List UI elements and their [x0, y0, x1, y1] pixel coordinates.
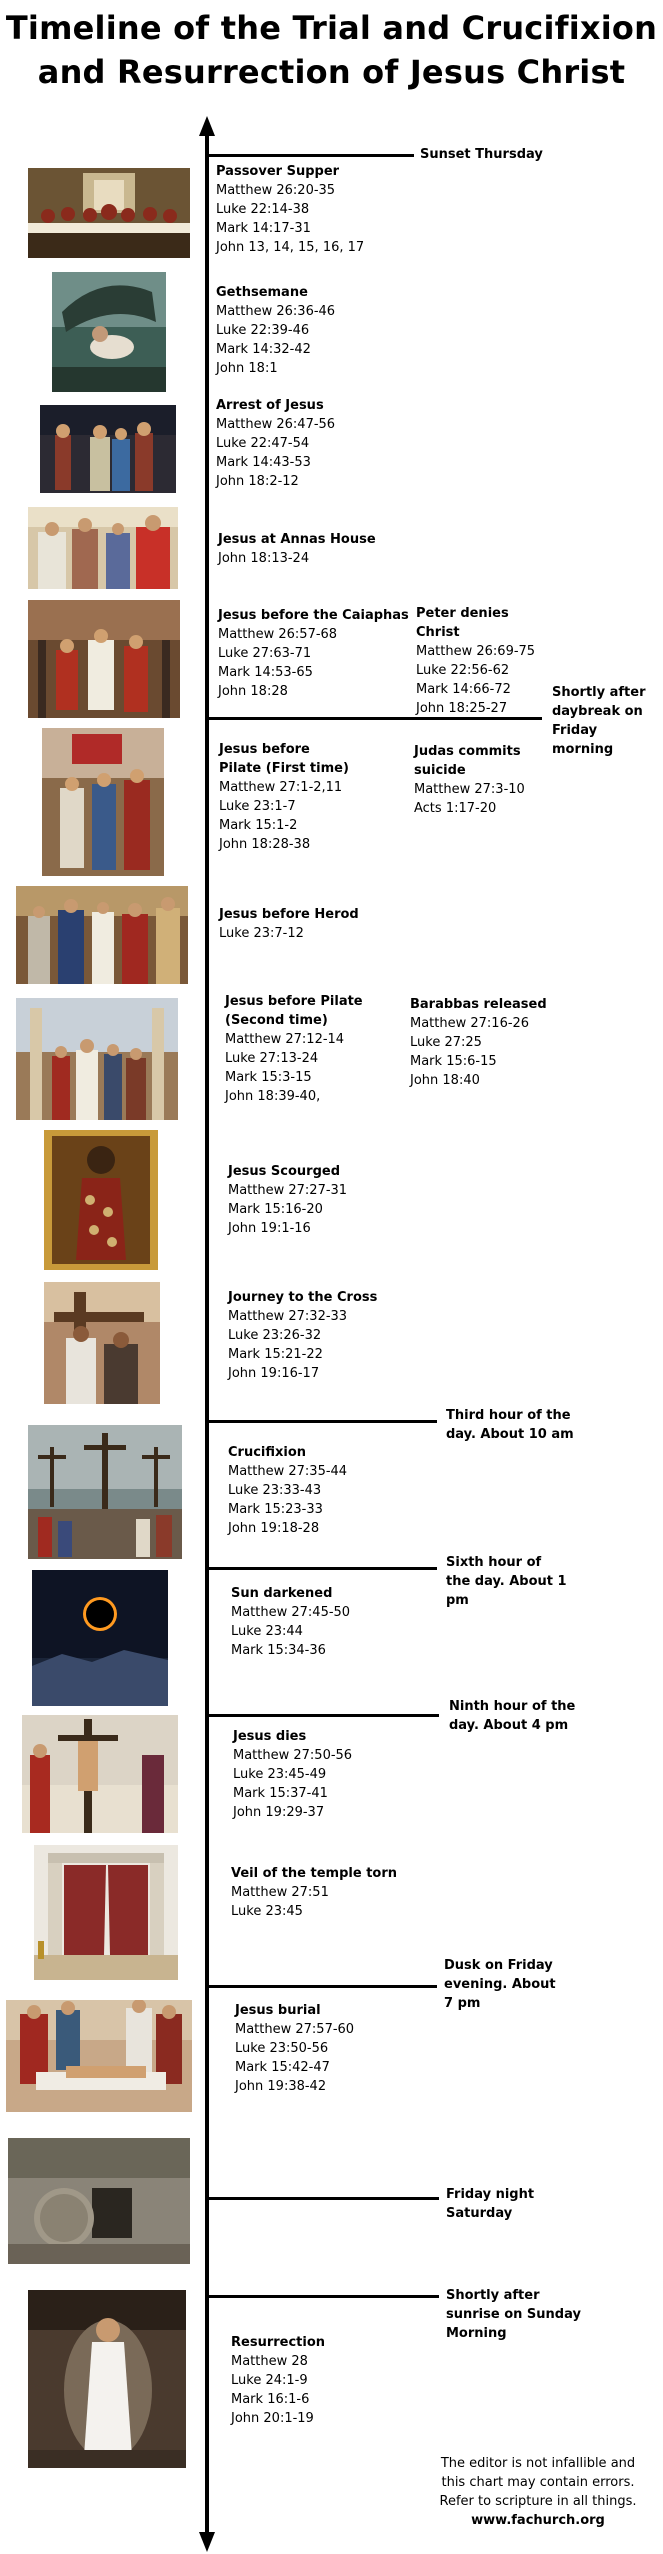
- painting-resurrection: [28, 2290, 186, 2468]
- title-line-2: and Resurrection of Jesus Christ: [37, 53, 626, 91]
- event-title: Veil of the temple torn: [231, 1866, 398, 1881]
- event-title: Jesus at Annas House: [218, 532, 376, 547]
- scripture-ref: Luke 22:56-62: [416, 663, 510, 678]
- event-burial: [235, 2001, 415, 2096]
- photo-garden-tomb: [8, 2138, 190, 2264]
- event-title: Peter denies Christ: [416, 606, 509, 640]
- time-marker-sunday-sunrise: Shortly after sunrise on Sunday Morning: [446, 2288, 581, 2341]
- scripture-ref: Mark 15:37-41: [233, 1786, 328, 1801]
- event-jesus-dies: [233, 1727, 413, 1822]
- painting-scourged: [44, 1130, 158, 1270]
- scripture-ref: Mark 15:16-20: [228, 1202, 323, 1217]
- scripture-ref: Luke 24:1-9: [231, 2373, 308, 2388]
- scripture-ref: Matthew 26:47-56: [216, 417, 336, 432]
- scripture-ref: Mark 14:53-65: [218, 665, 313, 680]
- painting-crucifixion: [28, 1425, 182, 1559]
- event-crucifixion: [228, 1443, 408, 1538]
- painting-pilate-second: [16, 998, 178, 1120]
- website-url: www.fachurch.org: [471, 2513, 605, 2528]
- scripture-ref: John 18:25-27: [416, 701, 508, 716]
- scripture-ref: Mark 15:21-22: [228, 1347, 323, 1362]
- painting-journey-cross: [44, 1282, 160, 1404]
- painting-jesus-burial: [6, 2000, 192, 2112]
- scripture-ref: Matthew 27:12-14: [225, 1032, 345, 1047]
- disclaimer-text: The editor is not infallible and this chart may contain errors. Refer to scripture in all things.: [439, 2456, 637, 2509]
- time-marker-sixth-hour: Sixth hour of the day. About 1 pm: [446, 1555, 567, 1608]
- scripture-ref: Mark 15:1-2: [219, 818, 298, 833]
- scripture-ref: Matthew 27:45-50: [231, 1605, 351, 1620]
- scripture-ref: Mark 15:34-36: [231, 1643, 326, 1658]
- scripture-ref: Matthew 27:57-60: [235, 2022, 355, 2037]
- scripture-ref: Luke 22:14-38: [216, 202, 310, 217]
- marker-line: [207, 1420, 437, 1423]
- scripture-ref: Mark 14:43-53: [216, 455, 311, 470]
- time-marker-friday-night: Friday night Saturday: [446, 2187, 535, 2221]
- scripture-ref: Matthew 26:20-35: [216, 183, 336, 198]
- scripture-ref: Mark 15:3-15: [225, 1070, 312, 1085]
- scripture-ref: Luke 27:13-24: [225, 1051, 319, 1066]
- marker-line: [207, 1985, 437, 1988]
- event-journey-cross: [228, 1288, 408, 1383]
- painting-herod: [16, 886, 188, 984]
- scripture-ref: Matthew 27:50-56: [233, 1748, 353, 1763]
- time-marker-friday-daybreak: Shortly after daybreak on Friday morning: [552, 685, 646, 757]
- event-title: Jesus before Herod: [219, 907, 359, 922]
- scripture-ref: Matthew 28: [231, 2354, 308, 2369]
- marker-line: [207, 1714, 439, 1717]
- scripture-ref: Acts 1:17-20: [414, 801, 497, 816]
- timeline-axis: [205, 132, 209, 2542]
- scripture-ref: Matthew 27:27-31: [228, 1183, 348, 1198]
- scripture-ref: Mark 14:66-72: [416, 682, 511, 697]
- event-judas-suicide: [414, 742, 574, 818]
- scripture-ref: Mark 15:42-47: [235, 2060, 330, 2075]
- event-title: Judas commits suicide: [414, 744, 521, 778]
- event-title: Gethsemane: [216, 285, 308, 300]
- painting-gethsemane: [52, 272, 166, 392]
- painting-veil-torn: [34, 1845, 178, 1980]
- scripture-ref: John 19:29-37: [233, 1805, 325, 1820]
- event-title: Sun darkened: [231, 1586, 333, 1601]
- event-title: Crucifixion: [228, 1445, 307, 1460]
- timeline-arrow-down-icon: [199, 2532, 215, 2552]
- event-title: Jesus before Pilate (First time): [219, 742, 349, 776]
- disclaimer-note: [438, 2454, 638, 2530]
- scripture-ref: John 18:2-12: [216, 474, 299, 489]
- scripture-ref: John 18:13-24: [218, 551, 310, 566]
- event-title: Jesus dies: [233, 1729, 307, 1744]
- event-title: Jesus burial: [235, 2003, 321, 2018]
- painting-annas-house: [28, 507, 178, 589]
- event-title: Jesus before Pilate (Second time): [225, 994, 363, 1028]
- painting-pilate-first: [42, 728, 164, 876]
- event-resurrection: [231, 2333, 411, 2428]
- time-marker-sunset-thursday: Sunset Thursday: [420, 147, 543, 162]
- scripture-ref: Matthew 27:1-2,11: [219, 780, 343, 795]
- scripture-ref: John 13, 14, 15, 16, 17: [216, 240, 365, 255]
- time-marker-ninth-hour: Ninth hour of the day. About 4 pm: [449, 1699, 576, 1733]
- scripture-ref: John 19:18-28: [228, 1521, 320, 1536]
- scripture-ref: John 18:40: [410, 1073, 480, 1088]
- scripture-ref: Luke 27:63-71: [218, 646, 312, 661]
- scripture-ref: Luke 23:7-12: [219, 926, 304, 941]
- painting-caiaphas: [28, 600, 180, 718]
- scripture-ref: Matthew 27:3-10: [414, 782, 525, 797]
- event-title: Barabbas released: [410, 997, 547, 1012]
- scripture-ref: John 19:1-16: [228, 1221, 311, 1236]
- scripture-ref: Luke 23:1-7: [219, 799, 296, 814]
- scripture-ref: Mark 14:32-42: [216, 342, 311, 357]
- scripture-ref: Luke 22:47-54: [216, 436, 310, 451]
- scripture-ref: Matthew 26:69-75: [416, 644, 536, 659]
- title-line-1: Timeline of the Trial and Crucifixion: [5, 9, 658, 47]
- event-veil-torn: [231, 1864, 421, 1921]
- event-arrest: [216, 396, 416, 491]
- time-marker-dusk-friday: Dusk on Friday evening. About 7 pm: [444, 1958, 556, 2011]
- scripture-ref: Matthew 27:51: [231, 1885, 329, 1900]
- scripture-ref: Mark 15:6-15: [410, 1054, 497, 1069]
- scripture-ref: Mark 15:23-33: [228, 1502, 323, 1517]
- painting-last-supper: [28, 168, 190, 258]
- scripture-ref: Matthew 26:36-46: [216, 304, 336, 319]
- scripture-ref: Matthew 27:35-44: [228, 1464, 348, 1479]
- painting-arrest: [40, 405, 176, 493]
- scripture-ref: Mark 16:1-6: [231, 2392, 310, 2407]
- scripture-ref: Luke 23:33-43: [228, 1483, 322, 1498]
- marker-line: [207, 2295, 439, 2298]
- event-title: Passover Supper: [216, 164, 340, 179]
- scripture-ref: John 18:1: [216, 361, 278, 376]
- event-pilate-first: [219, 740, 349, 854]
- scripture-ref: Luke 23:44: [231, 1624, 303, 1639]
- scripture-ref: John 19:16-17: [228, 1366, 320, 1381]
- scripture-ref: Matthew 27:16-26: [410, 1016, 530, 1031]
- event-sun-darkened: [231, 1584, 411, 1660]
- time-marker-third-hour: Third hour of the day. About 10 am: [446, 1408, 574, 1442]
- scripture-ref: Luke 23:45-49: [233, 1767, 327, 1782]
- scripture-ref: Matthew 26:57-68: [218, 627, 338, 642]
- scripture-ref: Luke 22:39-46: [216, 323, 310, 338]
- event-title: Arrest of Jesus: [216, 398, 324, 413]
- event-title: Resurrection: [231, 2335, 326, 2350]
- scripture-ref: John 20:1-19: [231, 2411, 314, 2426]
- event-pilate-second: [225, 992, 405, 1106]
- event-scourged: [228, 1162, 408, 1238]
- scripture-ref: Luke 23:50-56: [235, 2041, 329, 2056]
- scripture-ref: Matthew 27:32-33: [228, 1309, 348, 1324]
- event-herod: [219, 905, 399, 943]
- scripture-ref: John 18:39-40,: [225, 1089, 321, 1104]
- event-annas-house: [218, 530, 418, 568]
- event-title: Jesus before the Caiaphas: [218, 608, 409, 623]
- event-passover-supper: [216, 162, 416, 257]
- marker-line: [207, 154, 414, 157]
- scripture-ref: Mark 14:17-31: [216, 221, 311, 236]
- event-title: Journey to the Cross: [228, 1290, 378, 1305]
- page-title: [0, 6, 663, 94]
- scripture-ref: John 18:28-38: [219, 837, 311, 852]
- event-peter-denies: [416, 604, 556, 718]
- scripture-ref: Luke 23:45: [231, 1904, 303, 1919]
- scripture-ref: Luke 27:25: [410, 1035, 482, 1050]
- scripture-ref: John 18:28: [218, 684, 288, 699]
- event-barabbas: [410, 995, 570, 1090]
- marker-line: [207, 1567, 437, 1570]
- scripture-ref: John 19:38-42: [235, 2079, 327, 2094]
- scripture-ref: Luke 23:26-32: [228, 1328, 322, 1343]
- painting-jesus-dies: [22, 1715, 178, 1833]
- photo-solar-eclipse: [32, 1570, 168, 1706]
- event-title: Jesus Scourged: [228, 1164, 341, 1179]
- event-gethsemane: [216, 283, 416, 378]
- event-caiaphas: [218, 606, 418, 701]
- marker-line: [207, 2197, 439, 2200]
